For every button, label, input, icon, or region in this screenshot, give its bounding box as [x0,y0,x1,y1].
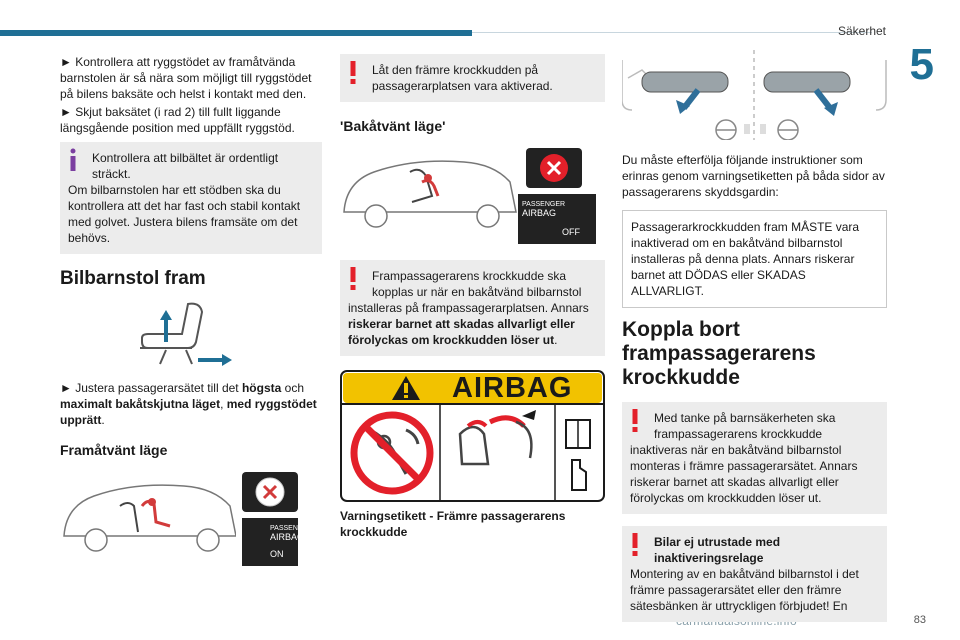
curtain-instructions: Du måste efterfölja följande instruktioner som erinras genom varningsetiketten på båda sidor av passagerarens skyddsgardin: [622,153,885,199]
forward-facing-figure [60,466,322,570]
adjust-mid-2: , [220,397,227,411]
adjust-bold-rear: maximalt bakåtskjutna läget [60,397,221,411]
warning-keep-active-text: Låt den främre krockkudden på passagerarplatsen vara aktiverad. [372,63,553,93]
curtain-warning-text: Passagerarkrockkudden fram MÅSTE vara inaktiverad om en bakåtvänd bilbarnstol installeras på denna plats. Annars riskerar barnet att DÖDAS eller SKADAS ALLVARLIGT. [631,220,860,298]
passenger-airbag-panel-off [522,200,592,237]
seat-adjust-illustration [126,298,236,370]
adjust-bold-highest: högsta [241,381,282,395]
info-rest: Om bilbarnstolen har ett stödben ska du kontrollera att det har fast och stabil kontakt med golvet. Justera bilens framsäte om det behövs. [68,183,301,245]
child-safety-rest: inaktiveras när en bakåtvänd bilbarnstol monteras i främre passagerarsätet. Annars riskerar barnet att skadas allvarligt eller förolyckas om krockkudden löser ut. [630,443,858,505]
header-rule [472,32,872,33]
warning-disable-first: Frampassagerarens krockkudde ska kopplas ur när en bakåtvänd bilbarnstol [372,269,582,299]
panel-label-airbag: AIRBAG [270,532,305,542]
panel-state-on: ON [270,549,284,559]
figure-caption: Varningsetikett - Främre passagerarens krockkudde [340,509,566,539]
curtain-warning-box [622,210,887,308]
warning-disable-bold: riskerar barnet att skadas allvarligt eller förolyckas om krockkudden löser ut [348,317,575,347]
no-relay-title: Bilar ej utrustade med inaktiveringsrelage [654,535,781,565]
warning-icon [346,266,360,290]
no-relay-text: Montering av en bakåtvänd bilbarnstol i det främre passagerarsätet eller den främre sätesbänken är uttryckligen förbjudet! En [630,567,859,613]
warning-icon [628,408,642,432]
adjust-mid-1: och [281,381,304,395]
airbag-label-title: AIRBAG [452,372,573,404]
chapter-number: 5 [909,40,934,89]
heading-forward-facing: Framåtvänt läge [60,442,168,458]
panel-label-passenger: PASSENGER [522,201,566,208]
column-1 [60,54,322,570]
heading-front-child-seat: Bilbarnstol fram [60,268,206,289]
info-box [60,142,322,254]
curtain-label-illustration [622,50,887,140]
curtain-label-figure [622,50,887,140]
passenger-airbag-panel-on [242,524,314,559]
child-safety-first: Med tanke på barnsäkerheten ska frampassagerarens krockkudde [654,411,836,441]
column-3 [622,54,887,632]
warning-box-child-safety [622,402,887,514]
warning-box-no-relay [622,526,887,622]
panel-label-passenger: PASSENGER [270,525,314,532]
header-accent-bar [0,30,472,36]
panel-label-airbag: AIRBAG [522,208,557,218]
heading-rear-facing: 'Bakåtvänt läge' [340,118,446,134]
adjust-pre: ► Justera passagerarsätet till det [60,381,242,395]
warning-box-disable-airbag [340,260,605,356]
warning-icon [346,60,360,84]
info-first-line: Kontrollera att bilbältet är ordentligt sträckt. [92,151,279,181]
column-2 [340,54,605,540]
section-title: Säkerhet [837,24,886,38]
bullet-rear-seat: ► Skjut baksätet (i rad 2) till fullt liggande längsgående position med uppfällt ryggstöd. [60,105,295,135]
info-icon [66,148,80,172]
airbag-warning-label [340,370,605,502]
adjust-seat-text [60,380,322,428]
seat-adjust-figure [126,298,322,370]
adjust-end: . [101,413,105,427]
warning-icon [628,532,642,556]
adjust-bold-upright: med ryggstödet upprätt [60,397,317,427]
panel-state-off: OFF [562,227,580,237]
page-number: 83 [913,614,926,626]
heading-disable-airbag: Koppla bort frampassagerarens krockkudde [622,318,816,389]
warning-box-keep-active [340,54,605,102]
rear-facing-figure [340,142,605,246]
warning-disable-end: . [554,333,558,347]
bullet-backrest: ► Kontrollera att ryggstödet av framåtvända barnstolen är så nära som möjligt till ryggstödet på bilens baksäte och helst i kontakt med den. [60,55,312,101]
warning-disable-rest [348,300,597,348]
warning-disable-plain: installeras på frampassagerarplatsen. Annars [348,301,589,315]
